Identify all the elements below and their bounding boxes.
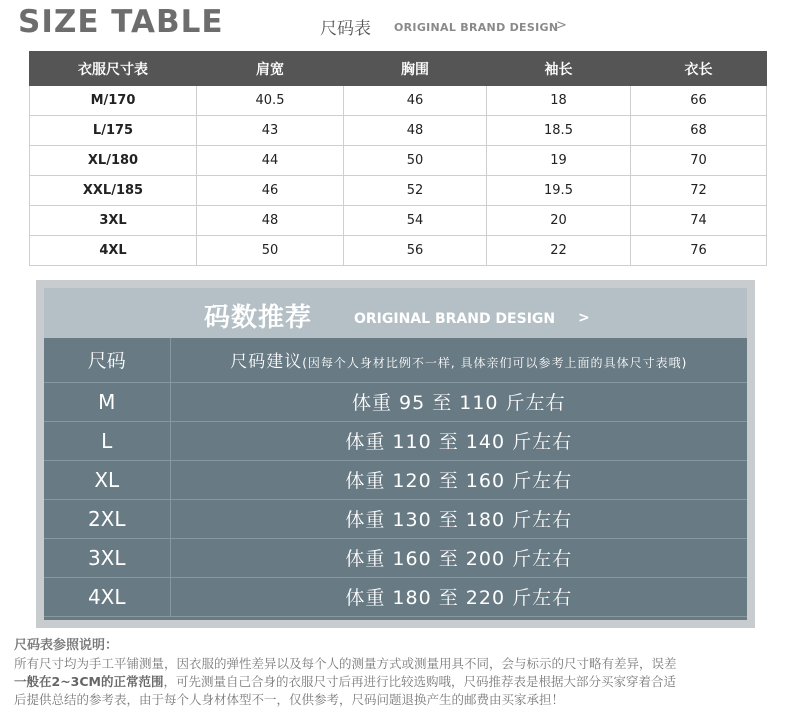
page-title: SIZE TABLE bbox=[18, 4, 224, 40]
subtitle-cn: 尺码表 bbox=[320, 19, 371, 39]
table-cell: 54 bbox=[344, 206, 487, 236]
recommendation-title: 码数推荐 bbox=[204, 303, 313, 333]
recommendation-header-row bbox=[44, 338, 747, 382]
table-cell: 48 bbox=[344, 116, 487, 146]
note-line: 所有尺寸均为手工平铺测量，因衣服的弹性差异以及每个人的测量方式或测量用具不同，会与标示的尺寸略有差异，误差 bbox=[14, 656, 677, 671]
table-cell: 3XL bbox=[30, 206, 197, 236]
subtitle-en: ORIGINAL BRAND DESIGN bbox=[394, 21, 559, 34]
table-cell: XXL/185 bbox=[30, 176, 197, 206]
table-cell: 40.5 bbox=[197, 86, 344, 116]
table-row bbox=[44, 382, 747, 421]
table-cell: XL/180 bbox=[30, 146, 197, 176]
table-cell: 19 bbox=[487, 146, 631, 176]
table-row bbox=[30, 116, 767, 146]
table-row bbox=[44, 499, 747, 538]
column-header: 袖长 bbox=[487, 52, 631, 86]
table-cell: 72 bbox=[631, 176, 767, 206]
table-cell: 56 bbox=[344, 236, 487, 266]
recommendation-header bbox=[44, 288, 747, 338]
table-row bbox=[30, 86, 767, 116]
recommendation-subtitle: ORIGINAL BRAND DESIGN bbox=[354, 311, 556, 327]
table-cell: 46 bbox=[344, 86, 487, 116]
size-cell: 2XL bbox=[44, 499, 170, 538]
table-row bbox=[30, 236, 767, 266]
advice-cell: 体重 180 至 220 斤左右 bbox=[170, 577, 747, 616]
table-row bbox=[44, 421, 747, 460]
column-header: 衣长 bbox=[631, 52, 767, 86]
table-cell: 18.5 bbox=[487, 116, 631, 146]
size-cell: 4XL bbox=[44, 577, 170, 616]
size-cell: L bbox=[44, 421, 170, 460]
table-cell: 44 bbox=[197, 146, 344, 176]
note-text: ，可先测量自己合身的衣服尺寸后再进行比较选购哦，尺码推荐表是根据大部分买家穿着合适 bbox=[163, 674, 676, 689]
size-cell: 3XL bbox=[44, 538, 170, 577]
table-cell: 46 bbox=[197, 176, 344, 206]
chevron-right-icon: > bbox=[556, 18, 567, 33]
size-table bbox=[29, 51, 767, 266]
recommendation-body bbox=[44, 288, 747, 620]
size-table-header-row bbox=[30, 52, 767, 86]
table-cell: 70 bbox=[631, 146, 767, 176]
recommendation-table bbox=[44, 338, 747, 617]
table-row bbox=[44, 460, 747, 499]
table-cell: 43 bbox=[197, 116, 344, 146]
table-cell: M/170 bbox=[30, 86, 197, 116]
note-line: 后提供总结的参考表，由于每个人身材体型不一，仅供参考，尺码问题退换产生的邮费由买家承担！ bbox=[14, 692, 565, 707]
table-cell: 52 bbox=[344, 176, 487, 206]
note-line bbox=[14, 673, 784, 691]
table-cell: 48 bbox=[197, 206, 344, 236]
size-cell: M bbox=[44, 382, 170, 421]
column-header: 肩宽 bbox=[197, 52, 344, 86]
column-header: 胸围 bbox=[344, 52, 487, 86]
table-cell: 66 bbox=[631, 86, 767, 116]
size-recommendation-panel bbox=[36, 280, 755, 628]
table-cell: 4XL bbox=[30, 236, 197, 266]
chevron-right-icon: > bbox=[578, 310, 590, 326]
advice-cell: 体重 110 至 140 斤左右 bbox=[170, 421, 747, 460]
advice-cell: 体重 160 至 200 斤左右 bbox=[170, 538, 747, 577]
note-emphasis: 一般在2~3CM的正常范围 bbox=[14, 674, 164, 689]
page-header bbox=[0, 0, 790, 48]
table-cell: L/175 bbox=[30, 116, 197, 146]
size-cell: XL bbox=[44, 460, 170, 499]
advice-label: 尺码建议 bbox=[230, 352, 303, 373]
column-header: 衣服尺寸表 bbox=[30, 52, 197, 86]
advice-cell: 体重 130 至 180 斤左右 bbox=[170, 499, 747, 538]
table-row bbox=[30, 206, 767, 236]
table-cell: 74 bbox=[631, 206, 767, 236]
table-cell: 50 bbox=[197, 236, 344, 266]
note-body bbox=[14, 655, 784, 709]
table-row bbox=[44, 577, 747, 616]
table-cell: 22 bbox=[487, 236, 631, 266]
column-header bbox=[170, 338, 747, 382]
column-header: 尺码 bbox=[44, 338, 170, 382]
advice-cell: 体重 120 至 160 斤左右 bbox=[170, 460, 747, 499]
table-cell: 76 bbox=[631, 236, 767, 266]
table-cell: 20 bbox=[487, 206, 631, 236]
table-row bbox=[30, 146, 767, 176]
table-row bbox=[44, 538, 747, 577]
table-cell: 19.5 bbox=[487, 176, 631, 206]
advice-note: (因每个人身材比例不一样, 具体亲们可以参考上面的具体尺寸表哦) bbox=[302, 356, 688, 371]
advice-cell: 体重 95 至 110 斤左右 bbox=[170, 382, 747, 421]
table-row bbox=[30, 176, 767, 206]
note-title: 尺码表参照说明： bbox=[14, 638, 119, 653]
table-cell: 50 bbox=[344, 146, 487, 176]
table-cell: 68 bbox=[631, 116, 767, 146]
table-cell: 18 bbox=[487, 86, 631, 116]
